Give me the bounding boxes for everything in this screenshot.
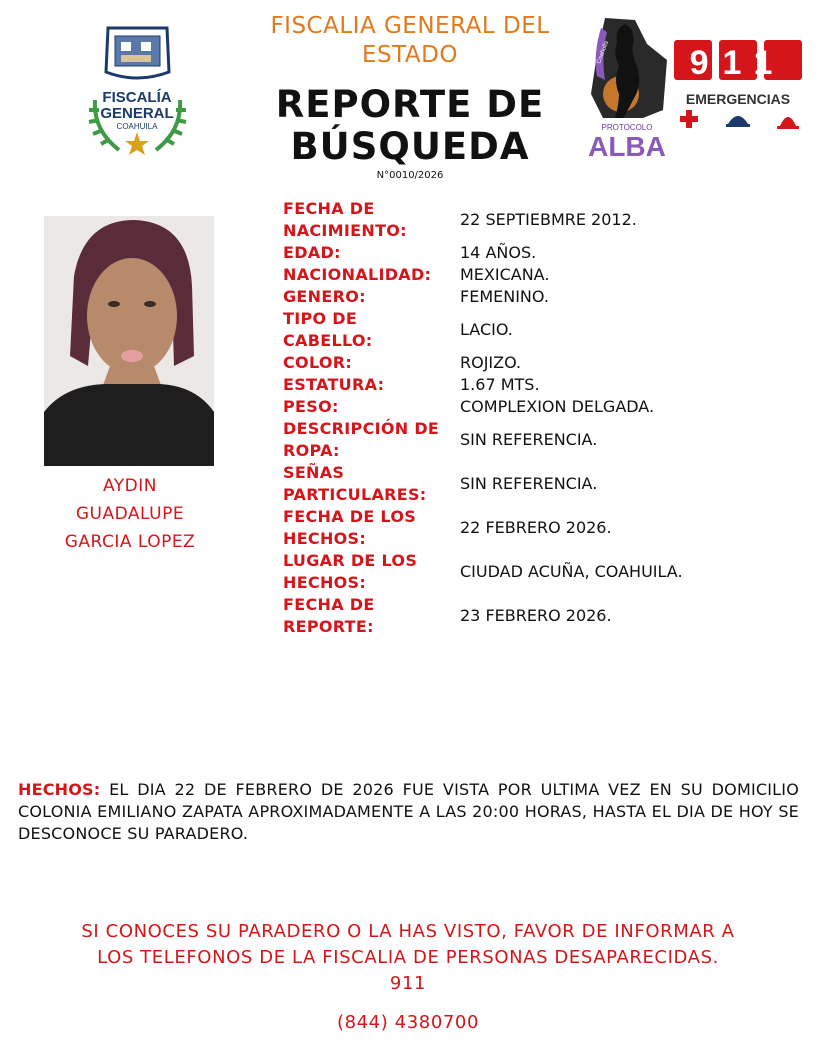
detail-value: 22 FEBRERO 2026. <box>460 518 612 537</box>
hechos-paragraph <box>18 779 799 845</box>
detail-row-age <box>283 242 803 264</box>
report-title-line2: BÚSQUEDA <box>290 125 530 168</box>
cta-line3: 911 <box>389 973 427 994</box>
detail-label: TIPO DE CABELLO: <box>283 309 373 350</box>
cta-line1: SI CONOCES SU PARADERO O LA HAS VISTO, FAVOR DE INFORMAR A <box>81 921 735 942</box>
detail-row-event-place <box>283 550 803 594</box>
detail-value: CIUDAD ACUÑA, COAHUILA. <box>460 562 683 581</box>
hechos-text: EL DIA 22 DE FEBRERO DE 2026 FUE VISTA POR ULTIMA VEZ EN SU DOMICILIO COLONIA EMILIANO ZAPATA APROXIMADAMENTE A LAS 20:00 HORAS, HASTA EL DIA DE HOY SE DESCONOCE SU PARADERO. <box>18 780 799 843</box>
detail-value: ROJIZO. <box>460 353 522 372</box>
missing-person-photo <box>44 216 214 466</box>
hechos-label: HECHOS: <box>18 780 101 799</box>
cta-line2: LOS TELEFONOS DE LA FISCALIA DE PERSONAS DESAPARECIDAS. <box>97 947 719 968</box>
person-portrait-icon <box>44 216 214 466</box>
report-title-line1: REPORTE DE <box>275 83 545 126</box>
emergency-number: 911 <box>689 44 787 82</box>
detail-label: COLOR: <box>283 353 353 372</box>
fiscalia-logo-line3: COAHUILA <box>116 122 158 131</box>
detail-row-clothing <box>283 418 803 462</box>
detail-row-nationality <box>283 264 803 286</box>
detail-value: SIN REFERENCIA. <box>460 474 598 493</box>
person-name-line2: GUADALUPE <box>75 504 185 524</box>
fiscalia-logo-line1: FISCALÍA <box>102 89 172 106</box>
detail-label: LUGAR DE LOS HECHOS: <box>283 551 418 592</box>
alba-ribbon-text: Coahuila <box>596 40 610 65</box>
detail-label: FECHA DE NACIMIENTO: <box>283 199 407 240</box>
person-name-line1: AYDIN <box>102 476 157 496</box>
emergencias-911-logo <box>672 38 804 138</box>
detail-value: 23 FEBRERO 2026. <box>460 606 612 625</box>
detail-label: FECHA DE LOS HECHOS: <box>283 507 417 548</box>
detail-value: 1.67 MTS. <box>460 375 540 394</box>
detail-label: FECHA DE REPORTE: <box>283 595 375 636</box>
detail-row-event-date <box>283 506 803 550</box>
alba-logo-name: ALBA <box>588 131 666 162</box>
detail-row-height <box>283 374 803 396</box>
person-name <box>30 472 230 556</box>
detail-label: ESTATURA: <box>283 375 385 394</box>
detail-row-birthdate <box>283 198 803 242</box>
detail-value: LACIO. <box>460 320 513 339</box>
call-to-action <box>20 919 796 997</box>
details-table <box>283 198 803 638</box>
detail-label: DESCRIPCIÓN DE ROPA: <box>283 419 440 460</box>
detail-label: GENERO: <box>283 287 366 306</box>
folio-number: N°0010/2026 <box>376 170 444 181</box>
fiscalia-shield-icon <box>75 22 200 164</box>
alba-logo-top: PROTOCOLO <box>601 123 653 132</box>
emergency-911-icon <box>672 38 804 138</box>
detail-value: SIN REFERENCIA. <box>460 430 598 449</box>
detail-row-marks <box>283 462 803 506</box>
protocolo-alba-logo <box>583 14 671 162</box>
detail-row-gender <box>283 286 803 308</box>
emergency-word: EMERGENCIAS <box>685 91 791 107</box>
fiscalia-logo-line2: GENERAL <box>100 105 174 122</box>
agency-name: FISCALIA GENERAL DEL ESTADO <box>270 13 550 68</box>
detail-label: PESO: <box>283 397 339 416</box>
detail-row-weight <box>283 396 803 418</box>
detail-label: EDAD: <box>283 243 341 262</box>
report-title <box>250 84 570 168</box>
detail-value: 22 SEPTIEBMRE 2012. <box>460 210 637 229</box>
detail-value: FEMENINO. <box>460 287 549 306</box>
person-name-line3: GARCIA LOPEZ <box>64 532 196 552</box>
fiscalia-logo <box>75 22 200 164</box>
detail-label: SEÑAS PARTICULARES: <box>283 463 427 504</box>
detail-label: NACIONALIDAD: <box>283 265 432 284</box>
detail-row-hair-type <box>283 308 803 352</box>
detail-value: COMPLEXION DELGADA. <box>460 397 655 416</box>
alba-silhouette-icon <box>583 14 671 162</box>
detail-value: 14 AÑOS. <box>460 243 537 262</box>
contact-phone: (844) 4380700 <box>336 1012 480 1033</box>
detail-row-report-date <box>283 594 803 638</box>
detail-row-color <box>283 352 803 374</box>
detail-value: MEXICANA. <box>460 265 550 284</box>
